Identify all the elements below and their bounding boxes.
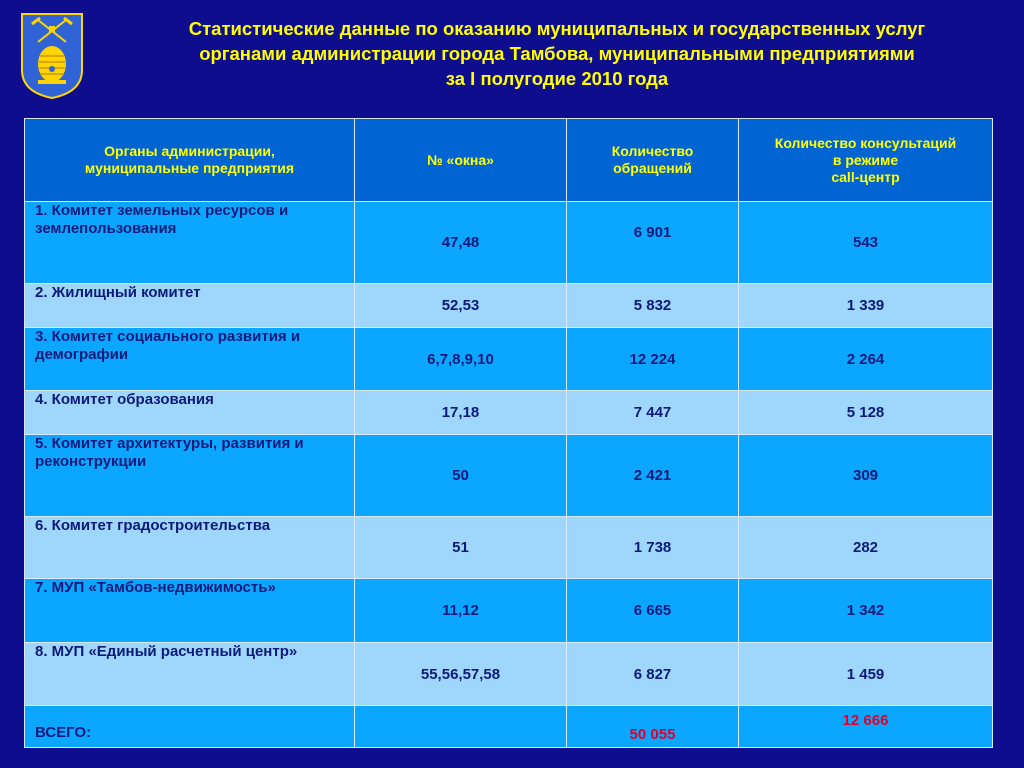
title-line-1: Статистические данные по оказанию муниципальных и государственных услуг	[188, 18, 926, 39]
row-window: 55,56,57,58	[355, 643, 567, 706]
header-requests-line-2: обращений	[613, 160, 692, 176]
row-window: 11,12	[355, 579, 567, 643]
row-window: 52,53	[355, 284, 567, 328]
total-consultations: 12 666	[739, 706, 993, 748]
row-requests: 12 224	[567, 328, 739, 391]
row-requests: 6 665	[567, 579, 739, 643]
row-name	[25, 202, 355, 284]
row-window: 51	[355, 517, 567, 579]
row-name-line-1: 5. Комитет архитектуры, развития и	[35, 435, 304, 452]
row-name: 8. МУП «Единый расчетный центр»	[25, 643, 355, 706]
total-window	[355, 706, 567, 748]
row-window: 47,48	[355, 202, 567, 284]
row-name: 2. Жилищный комитет	[25, 284, 355, 328]
row-requests: 2 421	[567, 435, 739, 517]
total-row	[25, 706, 993, 748]
table-row	[25, 328, 993, 391]
header-requests	[567, 119, 739, 202]
table-row	[25, 391, 993, 435]
header-organ-line-2: муниципальные предприятия	[84, 160, 295, 176]
services-statistics-table	[24, 118, 993, 748]
table-row	[25, 517, 993, 579]
row-consultations: 2 264	[739, 328, 993, 391]
header-organ-line-1: Органы администрации,	[104, 143, 275, 159]
coat-of-arms-icon	[20, 12, 84, 100]
row-consultations: 1 339	[739, 284, 993, 328]
row-window: 6,7,8,9,10	[355, 328, 567, 391]
row-name-line-2: реконструкции	[35, 453, 147, 470]
header-consult-line-1: Количество консультаций	[774, 134, 957, 151]
row-name	[25, 328, 355, 391]
row-name: 7. МУП «Тамбов-недвижимость»	[25, 579, 355, 643]
header-window: № «окна»	[355, 119, 567, 202]
header-requests-line-1: Количество	[611, 143, 694, 159]
row-consultations: 309	[739, 435, 993, 517]
row-requests: 6 901	[567, 202, 739, 284]
header-consult-line-3: call-центр	[831, 168, 900, 185]
row-name: 4. Комитет образования	[25, 391, 355, 435]
row-name-line-1: 3. Комитет социального развития и	[35, 328, 301, 345]
row-consultations: 5 128	[739, 391, 993, 435]
table-row	[25, 284, 993, 328]
title-line-3: за I полугодие 2010 года	[445, 68, 669, 89]
header-consultations	[739, 119, 993, 202]
row-name-line-2: демографии	[35, 346, 129, 363]
row-requests: 6 827	[567, 643, 739, 706]
row-name-line-2: землепользования	[35, 220, 177, 237]
row-name: 6. Комитет градостроительства	[25, 517, 355, 579]
table-header-row	[25, 119, 993, 202]
row-name	[25, 435, 355, 517]
page-title	[110, 16, 1004, 91]
table-row	[25, 643, 993, 706]
header-consult-line-2: в режиме	[832, 151, 899, 168]
row-name-line-1: 1. Комитет земельных ресурсов и	[35, 202, 289, 219]
header-organ	[25, 119, 355, 202]
total-requests: 50 055	[567, 706, 739, 748]
table-row	[25, 579, 993, 643]
row-requests: 5 832	[567, 284, 739, 328]
row-window: 17,18	[355, 391, 567, 435]
title-line-2: органами администрации города Тамбова, муниципальными предприятиями	[199, 43, 915, 64]
table-row	[25, 202, 993, 284]
row-consultations: 543	[739, 202, 993, 284]
row-consultations: 1 342	[739, 579, 993, 643]
row-consultations: 1 459	[739, 643, 993, 706]
table-row	[25, 435, 993, 517]
row-window: 50	[355, 435, 567, 517]
total-label: ВСЕГО:	[25, 706, 355, 748]
row-consultations: 282	[739, 517, 993, 579]
row-requests: 1 738	[567, 517, 739, 579]
row-requests: 7 447	[567, 391, 739, 435]
